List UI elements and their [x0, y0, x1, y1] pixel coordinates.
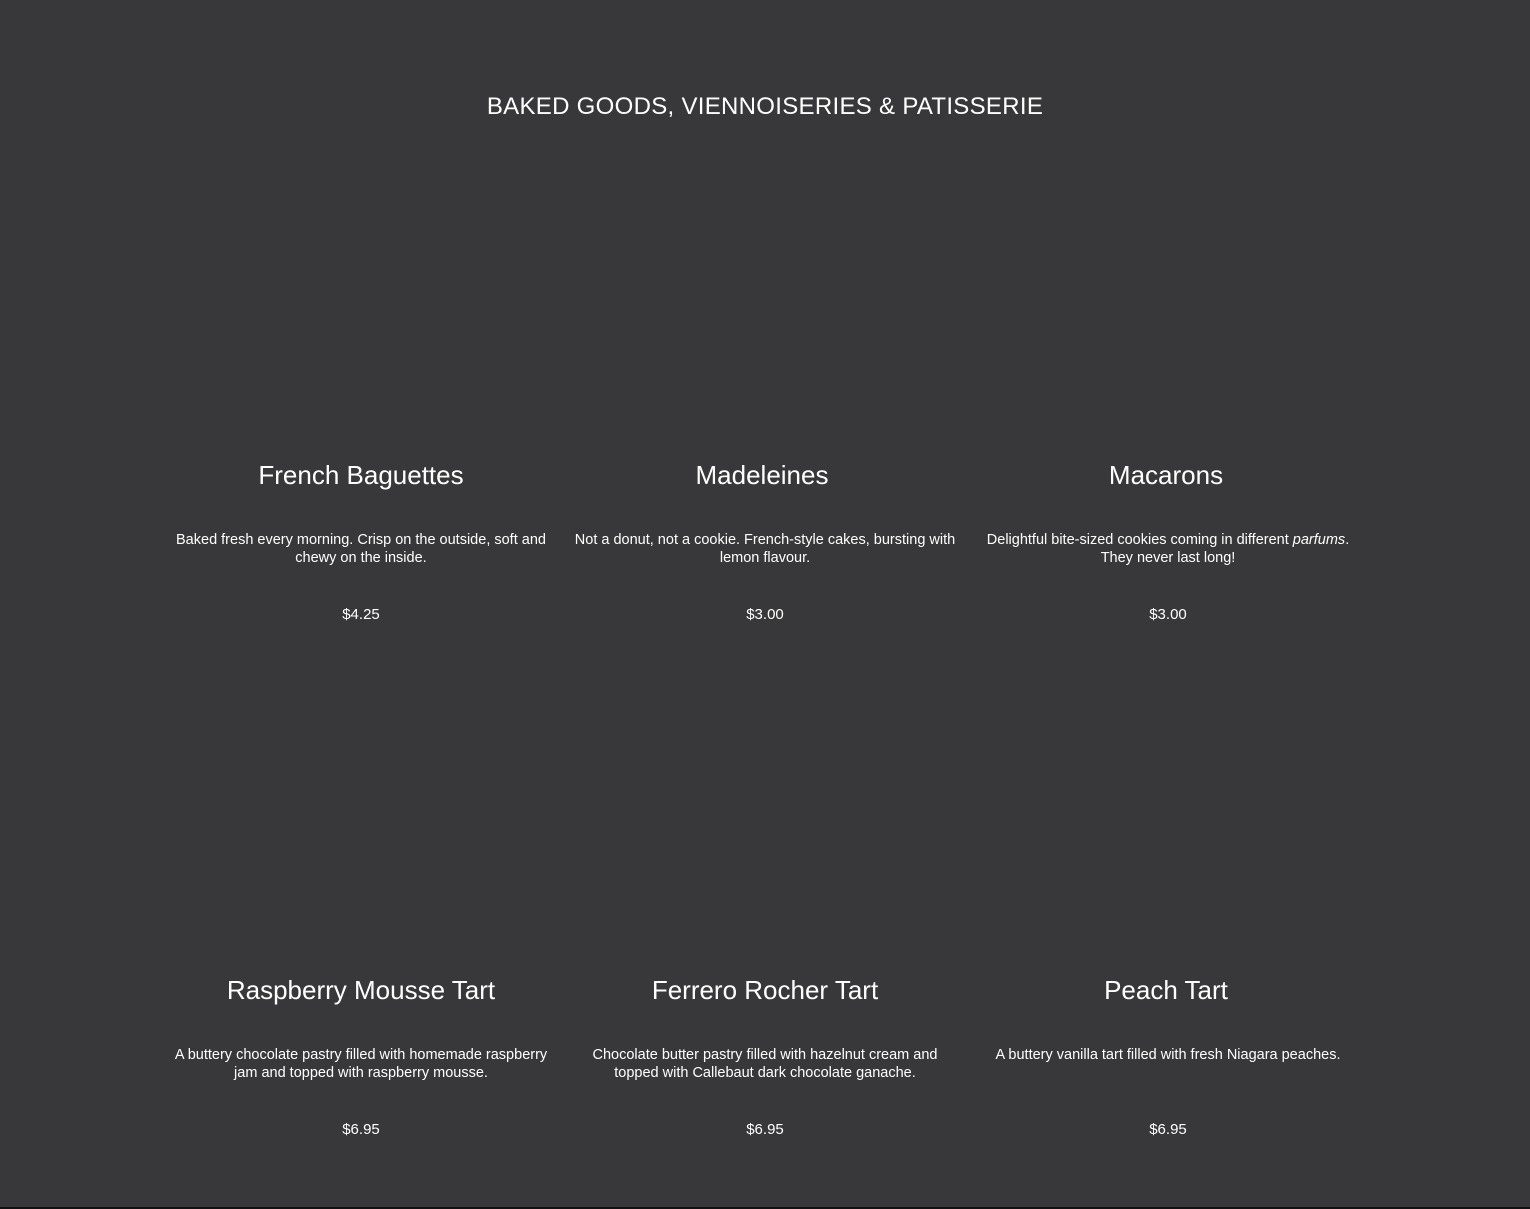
menu-item-macarons: [966, 150, 1370, 630]
item-description-text: A buttery vanilla tart filled with fresh Niagara peaches.: [995, 1047, 1341, 1063]
section-title: BAKED GOODS, VIENNOISERIES & PATISSERIE: [486, 93, 1044, 120]
item-image-placeholder: [179, 170, 543, 420]
menu-item-ferrero-rocher-tart: [563, 665, 967, 1145]
item-description: [966, 1046, 1370, 1064]
item-name: Macarons: [1108, 460, 1224, 490]
item-price: $6.95: [1149, 1121, 1187, 1138]
item-image-placeholder: [986, 685, 1350, 935]
item-name: Madeleines: [695, 460, 829, 490]
menu-item-french-baguettes: [159, 150, 563, 630]
item-price: $4.25: [342, 606, 380, 623]
item-image-placeholder: [986, 170, 1350, 420]
item-image-placeholder: [583, 170, 947, 420]
menu-item-madeleines: [563, 150, 967, 630]
item-price: $6.95: [746, 1121, 784, 1138]
item-name: Ferrero Rocher Tart: [651, 975, 879, 1005]
item-image-placeholder: [179, 685, 543, 935]
item-description-text: Not a donut, not a cookie. French-style cakes, bursting with lemon flavour.: [574, 532, 956, 566]
item-price: $3.00: [1149, 606, 1187, 623]
item-description-part: . They never last long!: [1100, 532, 1350, 566]
item-description-text: Chocolate butter pastry filled with hazelnut cream and topped with Callebaut dark chocolate ganache.: [592, 1047, 938, 1081]
item-name: French Baguettes: [258, 460, 464, 490]
item-name: Raspberry Mousse Tart: [226, 975, 496, 1005]
item-description: [563, 1046, 967, 1082]
item-description: [966, 531, 1370, 567]
item-price: $6.95: [342, 1121, 380, 1138]
item-description: [563, 531, 967, 567]
item-description-part: Delightful bite-sized cookies coming in different: [986, 532, 1293, 548]
item-description: [159, 531, 563, 567]
item-description-emphasis: parfums: [1292, 532, 1346, 548]
item-price: $3.00: [746, 606, 784, 623]
item-description-text: Baked fresh every morning. Crisp on the outside, soft and chewy on the inside.: [176, 532, 546, 566]
item-description: [159, 1046, 563, 1082]
item-name: Peach Tart: [1104, 975, 1228, 1005]
item-image-placeholder: [583, 685, 947, 935]
item-description-text: A buttery chocolate pastry filled with homemade raspberry jam and topped with raspberry mousse.: [174, 1047, 548, 1081]
item-description-text: [975, 531, 1361, 567]
menu-item-peach-tart: [966, 665, 1370, 1145]
menu-item-raspberry-mousse-tart: [159, 665, 563, 1145]
